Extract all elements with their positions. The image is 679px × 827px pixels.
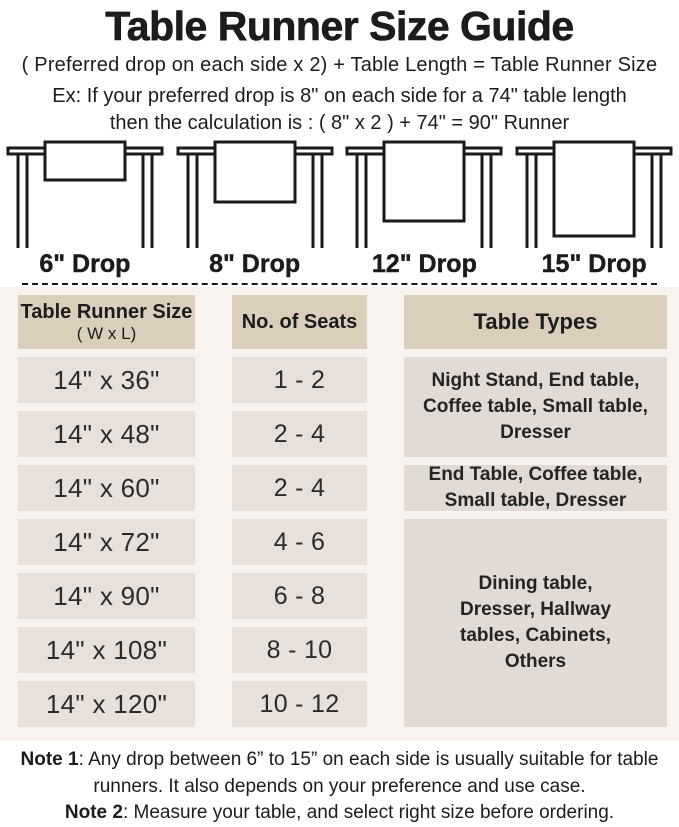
size-cell: 14" x 90" [18,573,195,619]
table-types-text: End Table, Coffee table, Small table, Dresser [428,464,643,511]
illustration-12-drop [340,140,510,248]
seats-cell: 8 - 10 [232,627,367,673]
formula-line: ( Preferred drop on each side x 2) + Table Length = Table Runner Size [21,54,658,76]
runner-rect [45,142,125,180]
example-block [0,83,679,137]
seats-cell: 2 - 4 [232,465,367,511]
size-guide-table [0,287,679,741]
table-types-cell-large-tables [404,519,667,727]
seats-cell: 6 - 8 [232,573,367,619]
example-line-1: Ex: If your preferred drop is 8" on each side for a 74" table length [52,85,627,107]
note-2-text: : Measure your table, and select right size before ordering. [122,802,615,823]
table-runner-diagram-icon [513,140,675,248]
dashed-divider [22,283,657,285]
table-runner-diagram-icon [343,140,505,248]
size-cell: 14" x 108" [18,627,195,673]
table-types-text: Night Stand, End table, Coffee table, Small table, Dresser [423,370,648,443]
size-cell: 14" x 72" [18,519,195,565]
illustration-15-drop [509,140,679,248]
note-1-label: Note 1 [20,749,79,770]
example-line-2: then the calculation is : ( 8" x 2 ) + 74" = 90" Runner [109,112,570,134]
size-cell: 14" x 60" [18,465,195,511]
seats-cell: 4 - 6 [232,519,367,565]
drop-label-6: 6" Drop [39,249,131,278]
note-2 [65,802,614,823]
size-cell: 14" x 48" [18,411,195,457]
table-types-text: Dining table, Dresser, Hallway tables, Cabinets, Others [459,573,612,672]
notes-section [0,741,679,827]
note-1-text: : Any drop between 6” to 15” on each side is usually suitable for table runners. It also depends on your preference and use case. [78,749,659,797]
header-runner-size-title: Table Runner Size [20,300,193,323]
table-runner-diagram-icon [4,140,166,248]
size-cell: 14" x 120" [18,681,195,727]
header-table-types: Table Types [404,295,667,349]
size-cell: 14" x 36" [18,357,195,403]
drop-label-15: 15" Drop [541,249,647,278]
seats-cell: 10 - 12 [232,681,367,727]
header-seats: No. of Seats [232,295,367,349]
note-1 [21,749,659,797]
table-types-cell-medium-tables [404,465,667,511]
seats-cell: 1 - 2 [232,357,367,403]
drop-label-12: 12" Drop [371,249,477,278]
drop-illustrations-row [0,140,679,248]
seats-cell: 2 - 4 [232,411,367,457]
runner-rect [384,142,464,221]
illustration-6-drop [0,140,170,248]
drop-label-8: 8" Drop [209,249,301,278]
table-runner-diagram-icon [174,140,336,248]
note-2-label: Note 2 [64,802,123,823]
drop-labels-row [0,248,679,280]
illustration-8-drop [170,140,340,248]
header-runner-size [18,295,195,349]
runner-rect [554,142,634,236]
page-title: Table Runner Size Guide [105,3,574,49]
table-types-cell-small-tables [404,357,667,457]
header-runner-size-sub: ( W x L) [76,323,137,343]
runner-rect [215,142,295,202]
